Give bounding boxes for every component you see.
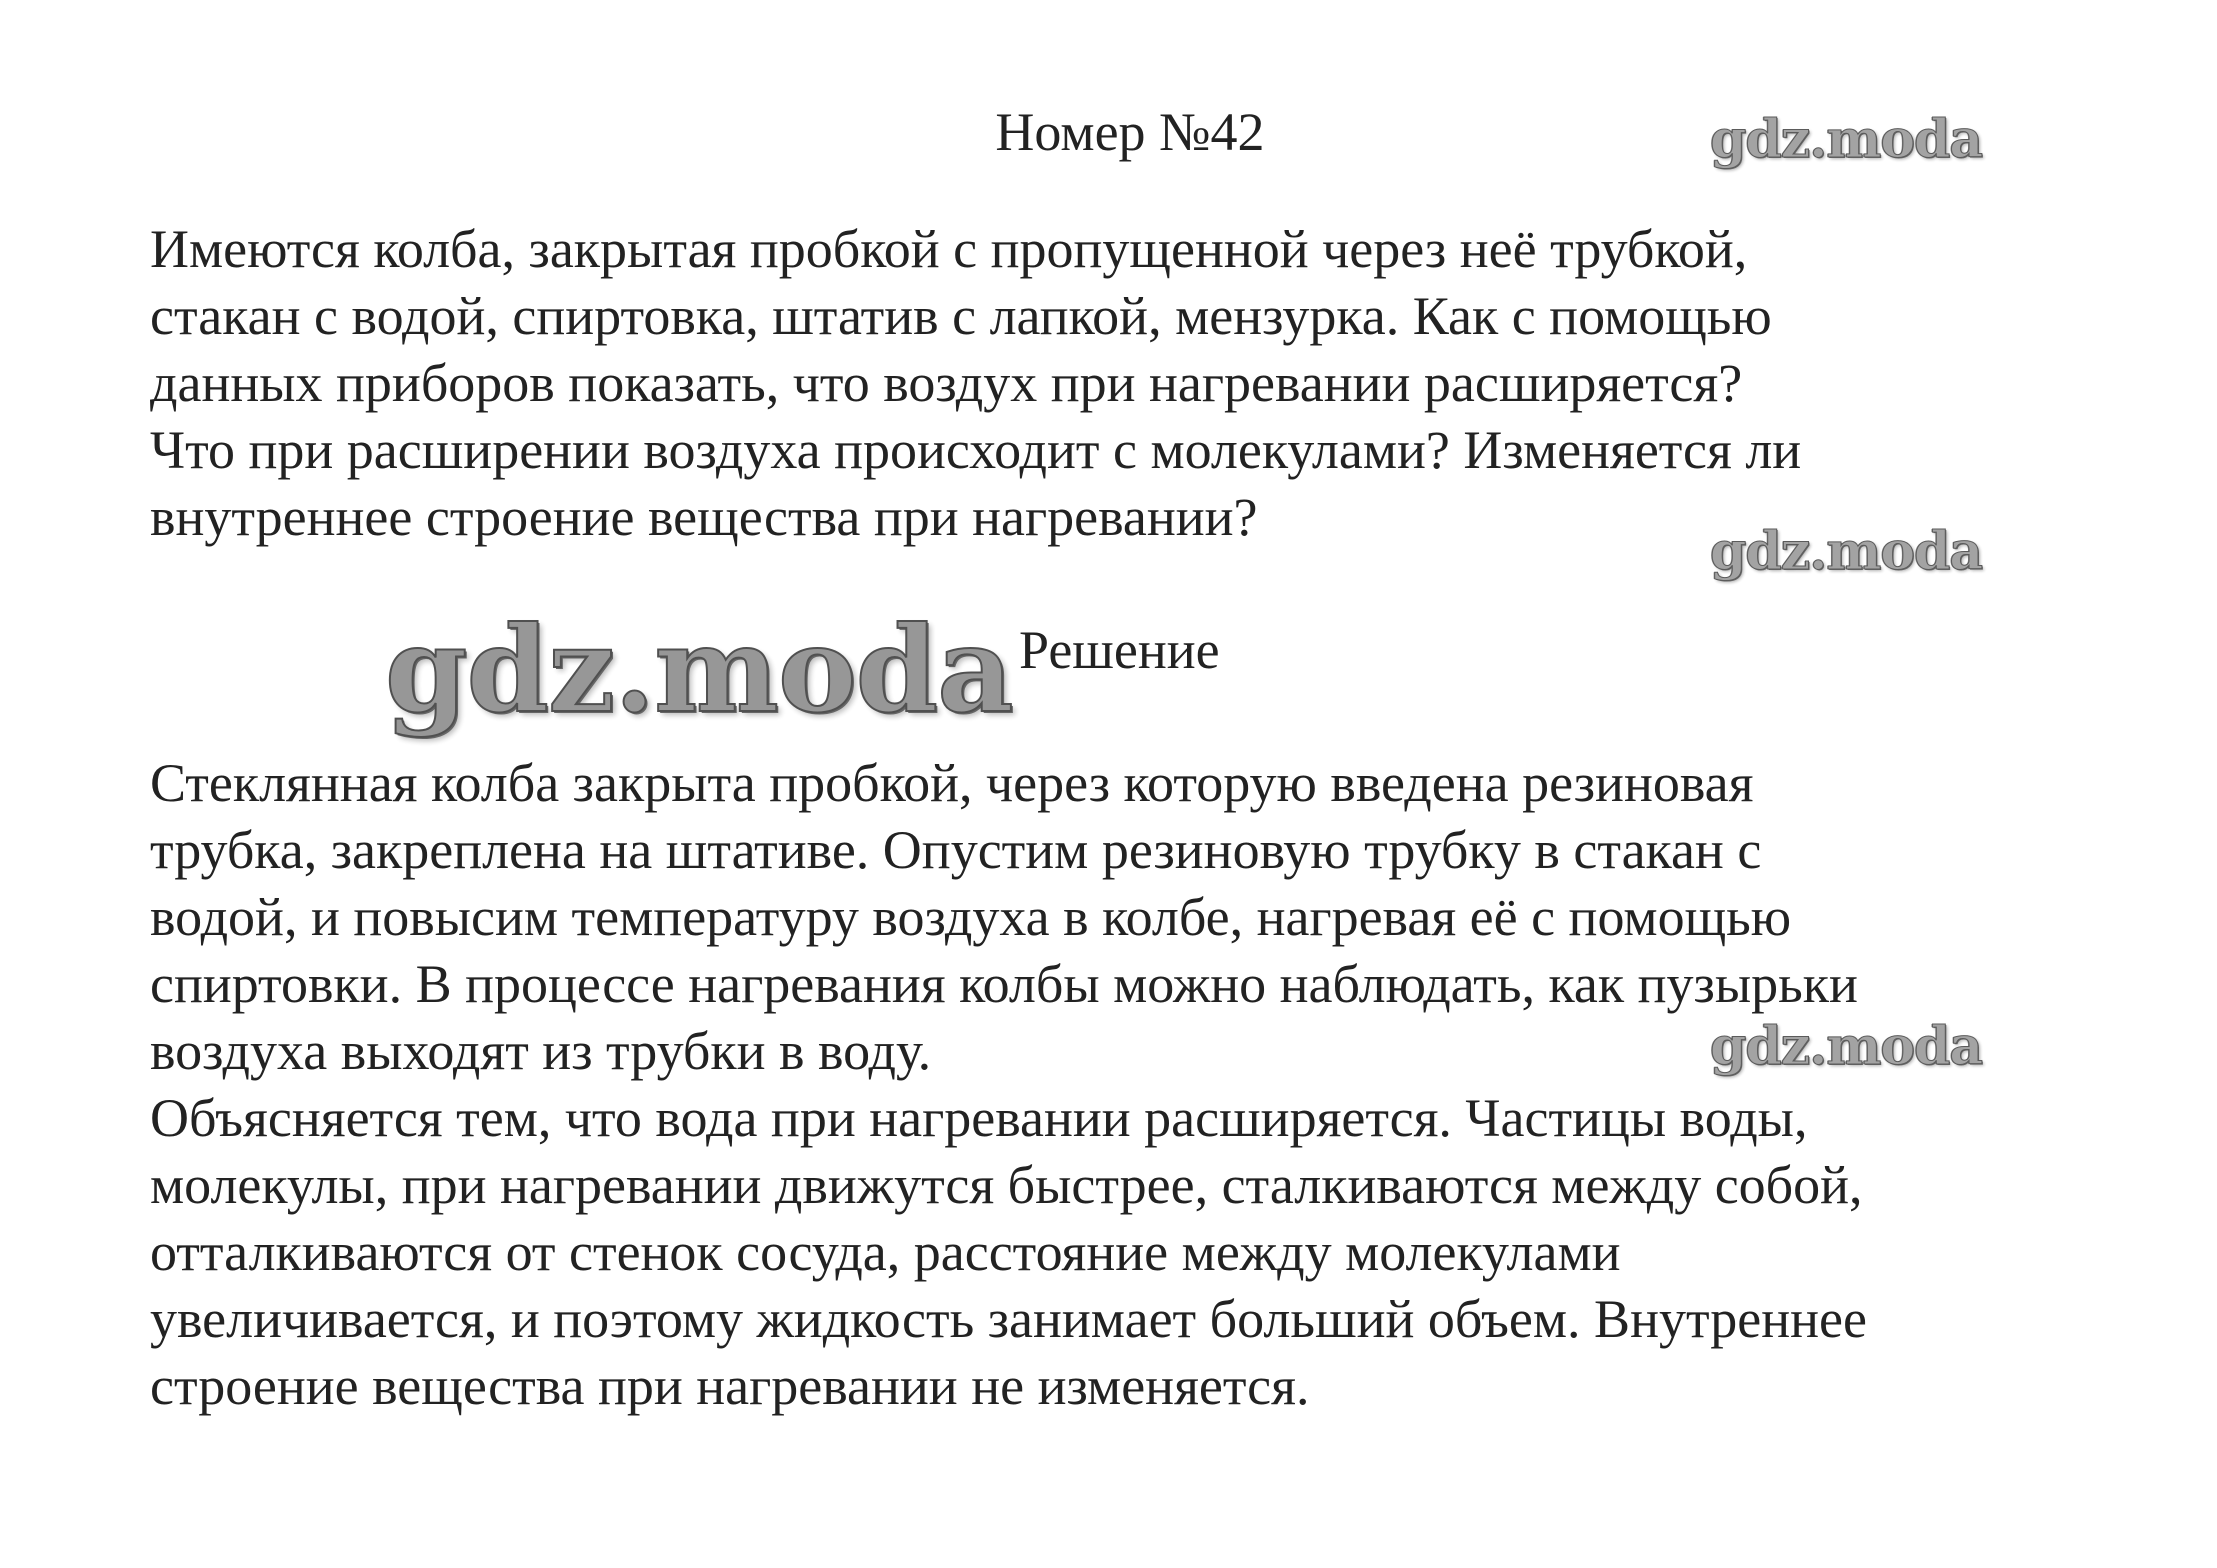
question-line: стакан с водой, спиртовка, штатив с лапкой, мензурка. Как с помощью [150, 286, 1772, 346]
question-line: данных приборов показать, что воздух при нагревании расширяется? [150, 353, 1743, 413]
solution-line: спиртовки. В процессе нагревания колбы можно наблюдать, как пузырьки [150, 954, 1858, 1014]
solution-line: строение вещества при нагревании не изменяется. [150, 1356, 1310, 1416]
solution-line: воздуха выходят из трубки в воду. [150, 1021, 932, 1081]
solution-heading: Решение [1019, 620, 1220, 680]
watermark-logo-middle: gdz.moda [1710, 521, 1983, 582]
question-line: внутреннее строение вещества при нагревании? [150, 487, 1258, 547]
solution-line: Объясняется тем, что вода при нагревании расширяется. Частицы воды, [150, 1088, 1808, 1148]
watermark-logo-large: gdz.moda [385, 600, 1013, 739]
watermark-logo-top: gdz.moda [1710, 109, 1983, 170]
solution-line: увеличивается, и поэтому жидкость занимает больший объем. Внутреннее [150, 1289, 1867, 1349]
watermark-logo-bottom: gdz.moda [1710, 1016, 1983, 1077]
question-text [150, 216, 2110, 551]
solution-line: трубка, закреплена на штативе. Опустим резиновую трубку в стакан с [150, 820, 1762, 880]
question-line: Что при расширении воздуха происходит с молекулами? Изменяется ли [150, 420, 1802, 480]
solution-line: водой, и повысим температуру воздуха в колбе, нагревая её с помощью [150, 887, 1792, 947]
page-title: Номер №42 [995, 102, 1265, 162]
solution-line: отталкиваются от стенок сосуда, расстояние между молекулами [150, 1222, 1621, 1282]
solution-line: молекулы, при нагревании движутся быстрее, сталкиваются между собой, [150, 1155, 1863, 1215]
question-line: Имеются колба, закрытая пробкой с пропущенной через неё трубкой, [150, 219, 1748, 279]
solution-paragraph-2 [150, 1085, 2110, 1420]
solution-line: Стеклянная колба закрыта пробкой, через которую введена резиновая [150, 753, 1754, 813]
